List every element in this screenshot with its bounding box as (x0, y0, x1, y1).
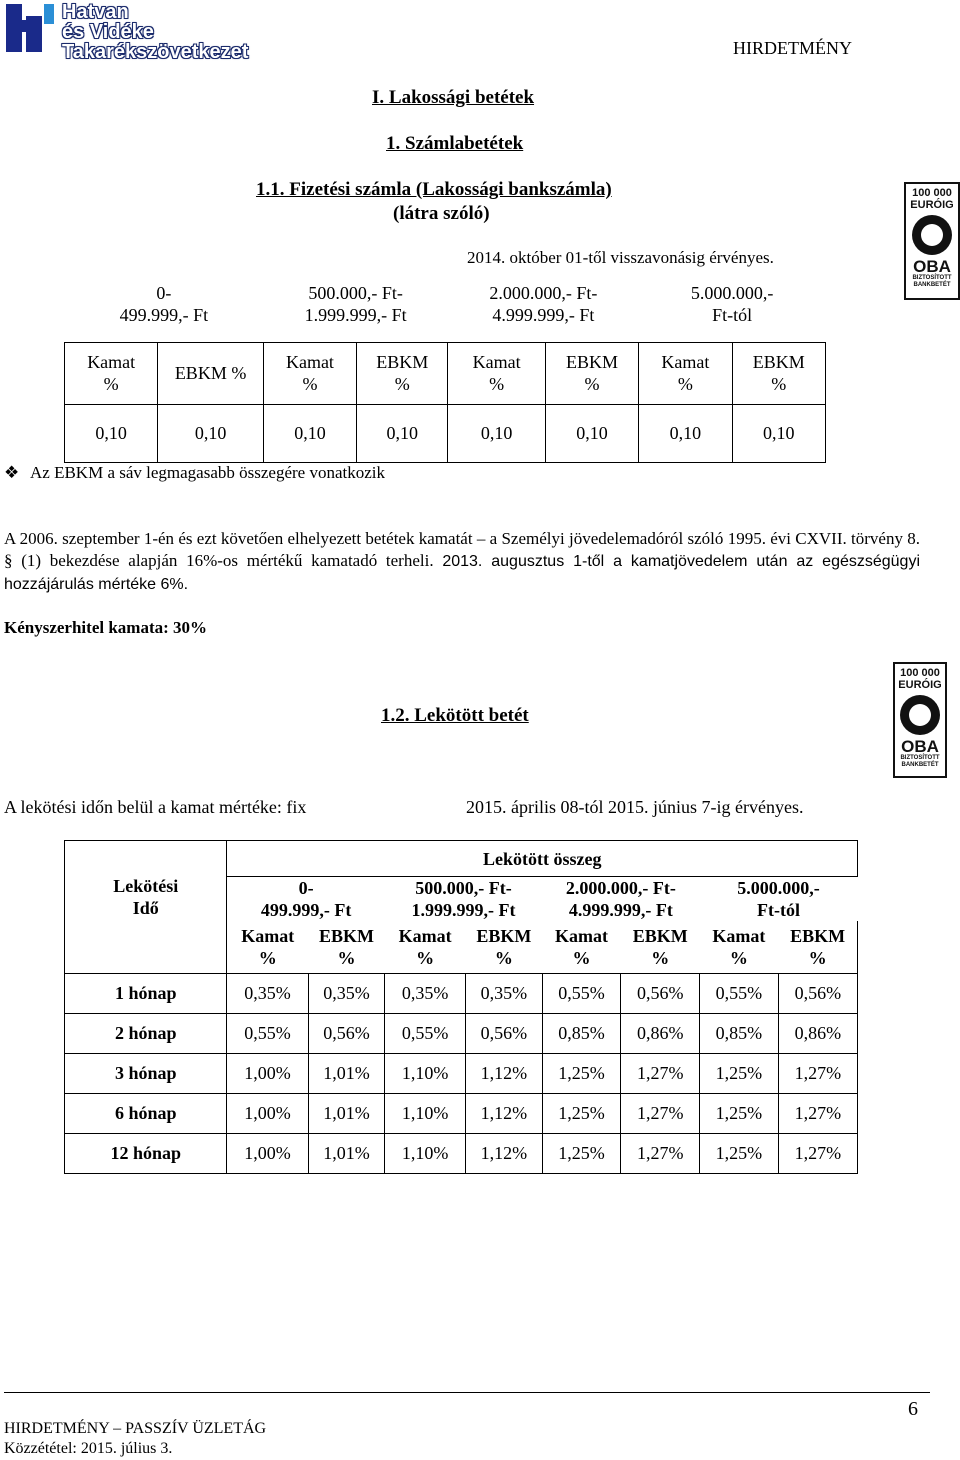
amount-header: Lekötött összeg (227, 841, 858, 877)
rate-cell: 1,12% (466, 1133, 543, 1173)
rate-cell: 1,25% (542, 1133, 621, 1173)
rate-cell: 0,55% (227, 1013, 308, 1053)
rate-cell: 1,00% (227, 1133, 308, 1173)
band-header: 5.000.000,- Ft-tól (690, 282, 774, 325)
band-header: 500.000,- Ft- 1.999.999,- Ft (411, 878, 516, 920)
bank-name-line2: és Vidéke (62, 21, 154, 43)
band-header: 0- 499.999,- Ft (260, 878, 352, 920)
rate-cell: 0,35% (227, 973, 308, 1013)
tax-paragraph-b: 2013. augusztus 1-től a kamatjövedelem után az egészségügyi hozzájárulás mértéke 6%. (4, 553, 921, 593)
rate-cell: 0,35% (466, 973, 543, 1013)
oba-title: OBA (901, 737, 939, 756)
rate-cell: 0,10 (639, 404, 732, 462)
table-row (65, 1093, 858, 1133)
heading-payment-account: 1.1. Fizetési számla (Lakossági bankszámla) (256, 179, 612, 200)
rate-cell: 1,01% (308, 1053, 385, 1093)
rate-cell: 0,56% (308, 1013, 385, 1053)
rate-cell: 0,56% (466, 1013, 543, 1053)
rate-cell: 1,10% (385, 1133, 466, 1173)
overdraft-rate: Kényszerhitel kamata: 30% (4, 618, 208, 637)
rate-cell: 1,27% (621, 1053, 700, 1093)
bank-logo (0, 0, 260, 63)
diamond-bullet-icon: ❖ (4, 463, 20, 482)
table-row (65, 1013, 858, 1053)
bank-name (62, 2, 248, 62)
rate-cell: 0,55% (700, 973, 779, 1013)
page-number: 6 (908, 1398, 918, 1420)
ebkm-note (4, 463, 385, 483)
term-header: Lekötési Idő (65, 841, 227, 974)
logo-mark-icon (4, 2, 60, 54)
rate-cell: 1,00% (227, 1093, 308, 1133)
term-cell: 1 hónap (65, 973, 227, 1013)
heading-payment-account-sub: (látra szóló) (393, 203, 490, 224)
rate-cell: 1,25% (700, 1093, 779, 1133)
subheader-cell: Kamat % (700, 921, 779, 973)
rate-cell: 0,85% (542, 1013, 621, 1053)
rate-cell: 1,27% (621, 1133, 700, 1173)
footer-published: Közzététel: 2015. július 3. (4, 1440, 173, 1457)
validity-note-1: 2014. október 01-től visszavonásig érvényes. (467, 248, 774, 267)
rate-cell: 0,10 (158, 404, 263, 462)
rate-cell: 0,35% (308, 973, 385, 1013)
table-row (65, 973, 858, 1013)
subheader-cell: EBKM % (158, 342, 263, 404)
rate-cell: 0,10 (263, 404, 356, 462)
rate-cell: 0,86% (778, 1013, 857, 1053)
subheader-cell: Kamat % (263, 342, 356, 404)
payment-account-rate-table (64, 266, 826, 463)
oba-ring-icon (900, 695, 940, 735)
oba-deposit: BANKBETÉT (901, 762, 939, 768)
subheader-cell: EBKM % (621, 921, 700, 973)
rate-cell: 1,12% (466, 1093, 543, 1133)
subheader-cell: EBKM % (308, 921, 385, 973)
rate-cell: 0,56% (621, 973, 700, 1013)
rate-cell: 1,01% (308, 1093, 385, 1133)
heading-account-deposits: 1. Számlabetétek (386, 133, 524, 154)
rate-cell: 0,55% (385, 1013, 466, 1053)
rate-cell: 0,10 (545, 404, 638, 462)
tax-paragraph (4, 528, 920, 596)
footer-divider (4, 1392, 930, 1393)
rate-cell: 0,10 (65, 404, 158, 462)
oba-deposit: BANKBETÉT (913, 282, 951, 288)
rate-cell: 0,35% (385, 973, 466, 1013)
oba-ring-icon (912, 215, 952, 255)
oba-amount: 100 000 (900, 667, 940, 679)
subheader-cell: EBKM % (466, 921, 543, 973)
subheader-cell: EBKM % (545, 342, 638, 404)
subheader-cell: Kamat % (639, 342, 732, 404)
oba-insured: BIZTOSÍTOTT (900, 755, 940, 761)
rate-cell: 0,85% (700, 1013, 779, 1053)
oba-currency: EURÓIG (898, 679, 942, 691)
footer-title: HIRDETMÉNY – PASSZÍV ÜZLETÁG (4, 1420, 267, 1437)
rate-cell: 0,10 (732, 404, 825, 462)
subheader-cell: Kamat % (542, 921, 621, 973)
fixed-deposit-rate-table (64, 840, 858, 1174)
subheader-cell: EBKM % (778, 921, 857, 973)
rate-cell: 1,27% (778, 1053, 857, 1093)
oba-insured: BIZTOSÍTOTT (912, 275, 952, 281)
subheader-cell: EBKM % (732, 342, 825, 404)
band-header: 2.000.000,- Ft- 4.999.999,- Ft (489, 282, 598, 325)
subheader-cell: Kamat % (385, 921, 466, 973)
oba-currency: EURÓIG (910, 199, 954, 211)
table-row (65, 1053, 858, 1093)
rate-cell: 1,27% (621, 1093, 700, 1133)
rate-cell: 1,25% (542, 1093, 621, 1133)
term-cell: 2 hónap (65, 1013, 227, 1053)
bank-name-line1: Hatvan (62, 1, 129, 23)
rate-cell: 0,56% (778, 973, 857, 1013)
rate-cell: 1,10% (385, 1053, 466, 1093)
term-cell: 6 hónap (65, 1093, 227, 1133)
rate-cell: 1,00% (227, 1053, 308, 1093)
rate-cell: 1,01% (308, 1133, 385, 1173)
heading-fixed-deposit: 1.2. Lekötött betét (381, 705, 529, 726)
rate-cell: 0,10 (448, 404, 545, 462)
term-cell: 3 hónap (65, 1053, 227, 1093)
band-header: 0- 499.999,- Ft (119, 282, 209, 325)
band-header: 500.000,- Ft- 1.999.999,- Ft (304, 282, 407, 325)
oba-amount: 100 000 (912, 187, 952, 199)
rate-cell: 1,25% (700, 1133, 779, 1173)
validity-note-2: 2015. április 08-tól 2015. június 7-ig érvényes. (466, 797, 804, 817)
oba-badge (893, 662, 947, 778)
fixed-rate-note: A lekötési időn belül a kamat mértéke: fix (4, 797, 307, 817)
subheader-cell: EBKM % (357, 342, 448, 404)
oba-title: OBA (913, 257, 951, 276)
subheader-cell: Kamat % (227, 921, 308, 973)
rate-cell: 1,27% (778, 1093, 857, 1133)
rate-cell: 0,10 (357, 404, 448, 462)
band-header: 5.000.000,- Ft-tól (737, 878, 820, 920)
rate-cell: 1,27% (778, 1133, 857, 1173)
rate-cell: 0,86% (621, 1013, 700, 1053)
rate-cell: 1,10% (385, 1093, 466, 1133)
rate-cell: 1,25% (700, 1053, 779, 1093)
band-header: 2.000.000,- Ft- 4.999.999,- Ft (565, 878, 676, 920)
subheader-cell: Kamat % (448, 342, 545, 404)
rate-cell: 0,55% (542, 973, 621, 1013)
ebkm-note-text: Az EBKM a sáv legmagasabb összegére vonatkozik (30, 463, 385, 482)
rate-cell: 1,25% (542, 1053, 621, 1093)
tax-paragraph-a: A 2006. szeptember 1-én és ezt követően elhelyezett betétek kamatát – a Személyi jövedelemadóról szóló 1995. évi CXVII. törvény 8. § (1) bekezdése alapján 16%-os mértékű kamatadó terheli. (4, 529, 920, 570)
document-type: HIRDETMÉNY (733, 38, 852, 58)
rate-cell: 1,12% (466, 1053, 543, 1093)
term-cell: 12 hónap (65, 1133, 227, 1173)
bank-name-line3: Takarékszövetkezet (62, 41, 249, 63)
subheader-cell: Kamat % (65, 342, 158, 404)
heading-retail-deposits: I. Lakossági betétek (372, 87, 535, 108)
table-row (65, 1133, 858, 1173)
oba-badge (904, 182, 960, 300)
